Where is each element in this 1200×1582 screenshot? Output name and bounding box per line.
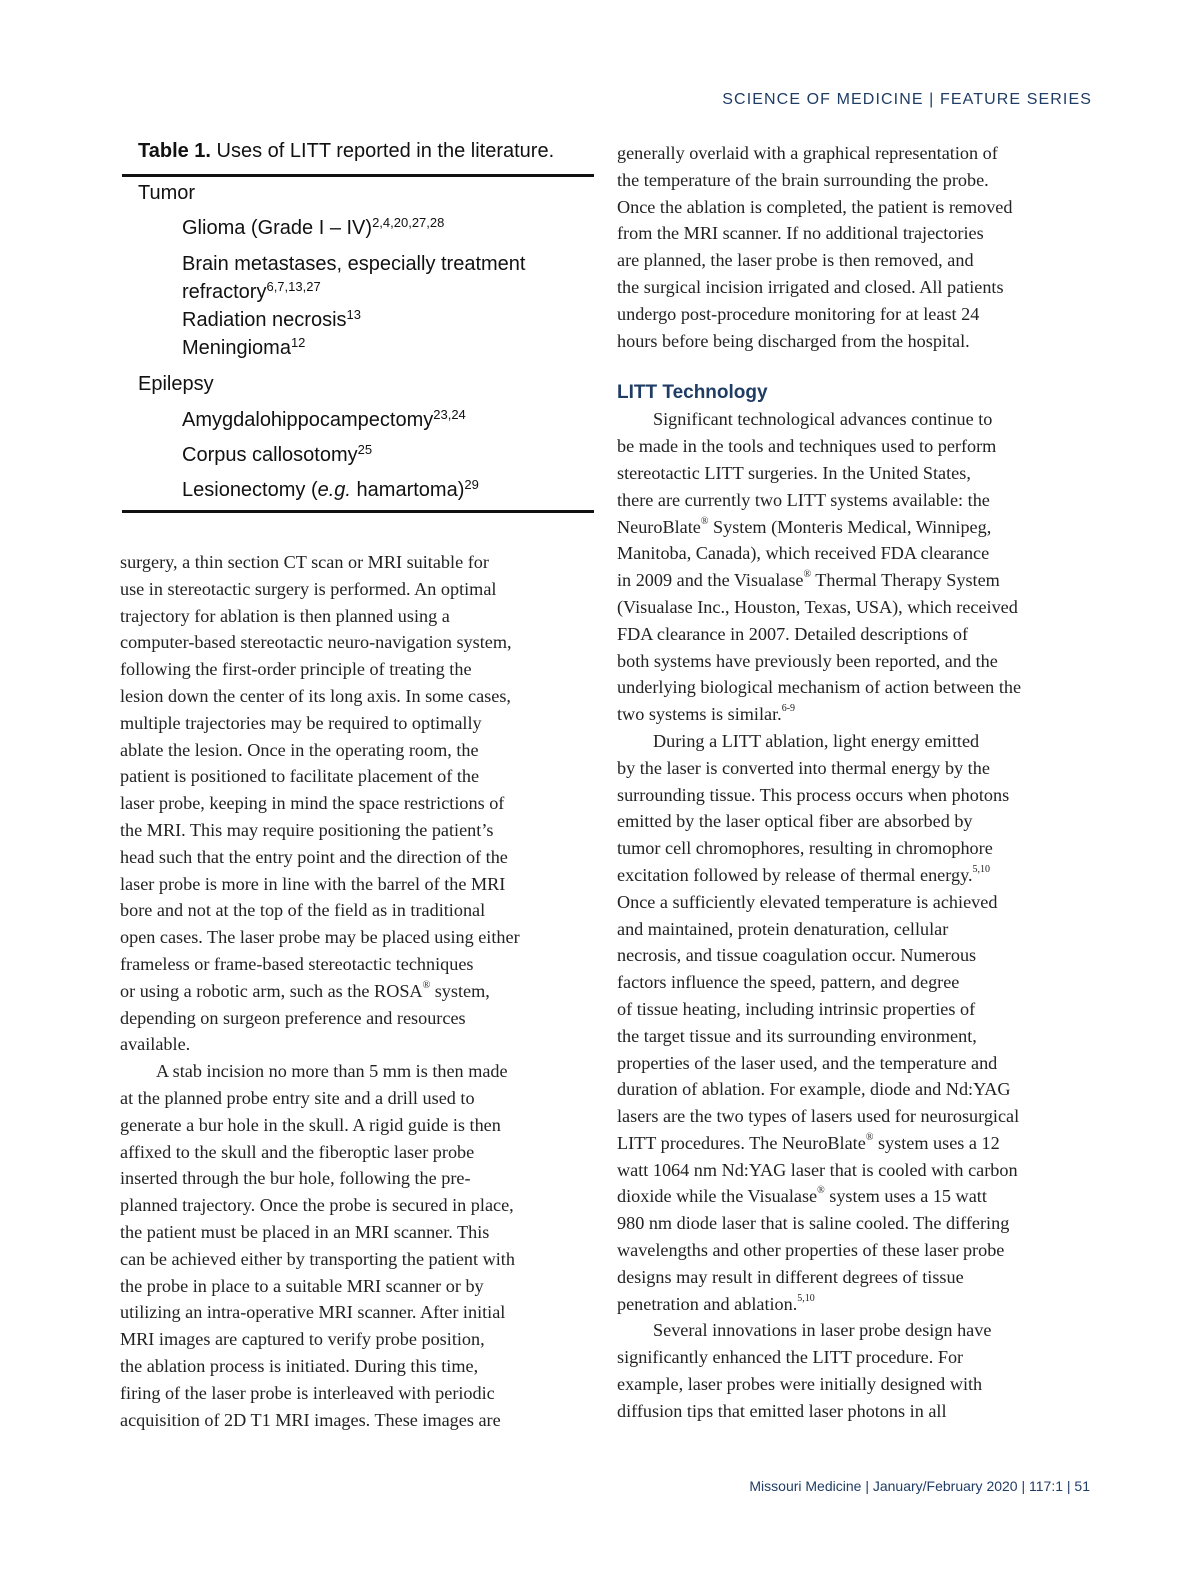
text-line: excitation followed by release of thermal energy.$^{5,10}$ (617, 863, 991, 885)
text-line: generally overlaid with a graphical representation of (617, 143, 998, 163)
text-line: patient is positioned to facilitate placement of the (120, 766, 480, 787)
text-line: firing of the laser probe is interleaved with periodic (120, 1382, 495, 1403)
citation-ref: 6-9 (781, 703, 796, 715)
text-line: bore and not at the top of the field as in traditional (120, 900, 486, 921)
text-line: and maintained, protein denaturation, cellular (617, 918, 949, 939)
text-line: the MRI. This may require positioning the patient’s (120, 819, 494, 840)
text-line: the ablation process is initiated. During this time, (120, 1355, 479, 1376)
text-line: undergo post-procedure monitoring for at least 24 (617, 303, 980, 324)
text-line: LITT procedures. The NeuroBlate® system uses a 12 (617, 1131, 1000, 1153)
registered-mark: ® (700, 515, 709, 527)
registered-mark: ® (817, 1185, 825, 1197)
text-line: example, laser probes were initially designed with (617, 1374, 983, 1395)
table-item: refractory$^{6,7,13,27}$ (182, 279, 321, 303)
running-header: SCIENCE OF MEDICINE | FEATURE SERIES (722, 91, 1092, 108)
text-line: can be achieved either by transporting the patient with (120, 1248, 515, 1269)
text-line: utilizing an intra-operative MRI scanner. After initial (120, 1302, 506, 1323)
text-line: frameless or frame-based stereotactic techniques (120, 953, 474, 974)
table-item: Lesionectomy (e.g. hamartoma)$^{29}$ (182, 477, 479, 501)
text-line: from the MRI scanner. If no additional trajectories (617, 223, 984, 244)
registered-mark: ® (803, 569, 812, 581)
text-line: surrounding tissue. This process occurs when photons (617, 784, 1010, 805)
text-line: FDA clearance in 2007. Detailed descriptions of (617, 623, 969, 644)
text-line: in 2009 and the Visualase® Thermal Therapy System (617, 569, 1000, 591)
text-line: of tissue heating, including intrinsic properties of (617, 998, 976, 1019)
text-line: acquisition of 2D T1 MRI images. These images are (120, 1409, 501, 1430)
table-item: Radiation necrosis$^{13}$ (182, 307, 361, 331)
text-line: head such that the entry point and the direction of the (120, 846, 508, 867)
citation-ref: 2,4,20,27,28 (372, 215, 445, 230)
citation-ref: 5,10 (797, 1292, 815, 1304)
table-item: Amygdalohippocampectomy$^{23,24}$ (182, 407, 466, 431)
table-item: Brain metastases, especially treatment (182, 253, 526, 275)
citation-ref: 13 (346, 307, 361, 322)
text-line: be made in the tools and techniques used to perform (617, 436, 997, 457)
table-label: Table 1. (138, 140, 211, 162)
table-category-tumor: Tumor (138, 182, 196, 204)
text-line: lesion down the center of its long axis. In some cases, (120, 685, 511, 706)
text-line: designs may result in different degrees of tissue (617, 1266, 964, 1287)
text-line: NeuroBlate® System (Monteris Medical, Winnipeg, (617, 515, 992, 537)
registered-mark: ® (422, 979, 431, 991)
text-line: Significant technological advances continue to (653, 409, 993, 430)
text-line: (Visualase Inc., Houston, Texas, USA), which received (617, 596, 1018, 617)
text-line: are planned, the laser probe is then removed, and (617, 250, 974, 271)
text-line: Several innovations in laser probe design have (653, 1320, 992, 1341)
text-line: inserted through the bur hole, following the pre- (120, 1168, 471, 1189)
text-line: use in stereotactic surgery is performed. An optimal (120, 578, 497, 599)
text-line: underlying biological mechanism of action between the (617, 677, 1022, 698)
table-bottom-rule (122, 510, 594, 513)
text-line: the probe in place to a suitable MRI scanner or by (120, 1275, 484, 1296)
text-line: laser probe, keeping in mind the space restrictions of (120, 793, 505, 814)
citation-ref: 23,24 (433, 407, 466, 422)
table-caption (138, 140, 554, 163)
text-line: diffusion tips that emitted laser photons in all (617, 1400, 947, 1421)
citation-ref: 25 (357, 442, 373, 457)
table-item: Meningioma$^{12}$ (182, 335, 306, 359)
text-line: the patient must be placed in an MRI scanner. This (120, 1221, 490, 1242)
text-line: duration of ablation. For example, diode and Nd:YAG (617, 1079, 1011, 1100)
text-line: multiple trajectories may be required to optimally (120, 712, 482, 733)
text-line: factors influence the speed, pattern, and degree (617, 972, 960, 993)
text-line: both systems have previously been reported, and the (617, 650, 998, 671)
citation-ref: 12 (290, 335, 306, 350)
text-line: computer-based stereotactic neuro-navigation system, (120, 632, 512, 653)
text-line: the target tissue and its surrounding environment, (617, 1025, 977, 1046)
citation-ref: 6,7,13,27 (266, 279, 321, 294)
text-line: planned trajectory. Once the probe is secured in place, (120, 1195, 514, 1216)
table-top-rule (122, 174, 594, 177)
text-line: the surgical incision irrigated and closed. All patients (617, 276, 1004, 297)
text-line: hours before being discharged from the hospital. (617, 330, 970, 351)
text-line: MRI images are captured to verify probe position, (120, 1329, 485, 1350)
left-column-text (120, 549, 590, 1433)
text-line: surgery, a thin section CT scan or MRI suitable for (120, 552, 489, 572)
text-line: A stab incision no more than 5 mm is then made (156, 1061, 508, 1082)
text-line: emitted by the laser optical fiber are absorbed by (617, 811, 973, 832)
table-item: Corpus callosotomy$^{25}$ (182, 442, 373, 466)
table-item: Glioma (Grade I – IV)$^{2,4,20,27,28}$ (182, 215, 445, 239)
text-line: Once the ablation is completed, the patient is removed (617, 196, 1013, 217)
text-line: penetration and ablation.$^{5,10}$ (617, 1292, 815, 1314)
text-line: depending on surgeon preference and resources (120, 1007, 466, 1028)
text-line: wavelengths and other properties of these laser probe (617, 1240, 1005, 1261)
table-category-epilepsy: Epilepsy (138, 373, 214, 395)
text-line: the temperature of the brain surrounding the probe. (617, 169, 989, 190)
text-line: at the planned probe entry site and a drill used to (120, 1087, 475, 1108)
text-line: lasers are the two types of lasers used for neurosurgical (617, 1106, 1020, 1127)
text-line: dioxide while the Visualase® system uses a 15 watt (617, 1185, 987, 1207)
text-line: Once a sufficiently elevated temperature is achieved (617, 891, 998, 912)
text-line: laser probe is more in line with the barrel of the MRI (120, 873, 506, 894)
section-heading-litt-technology: LITT Technology (617, 382, 768, 404)
text-line: there are currently two LITT systems available: the (617, 489, 990, 510)
text-line: affixed to the skull and the fiberoptic laser probe (120, 1141, 475, 1162)
page-footer: Missouri Medicine | January/February 2020 | 117:1 | 51 (749, 1478, 1090, 1494)
text-line: or using a robotic arm, such as the ROSA® system, (120, 979, 490, 1001)
text-line: necrosis, and tissue coagulation occur. Numerous (617, 945, 977, 966)
text-line: properties of the laser used, and the temperature and (617, 1052, 998, 1073)
text-line: generate a bur hole in the skull. A rigid guide is then (120, 1114, 501, 1135)
text-line: available. (120, 1034, 191, 1055)
text-line: During a LITT ablation, light energy emitted (653, 730, 980, 751)
citation-ref: 29 (464, 477, 479, 492)
text-line: watt 1064 nm Nd:YAG laser that is cooled with carbon (617, 1159, 1018, 1180)
text-line: tumor cell chromophores, resulting in chromophore (617, 838, 993, 859)
text-line: trajectory for ablation is then planned using a (120, 605, 450, 626)
text-line: 980 nm diode laser that is saline cooled. The differing (617, 1213, 1010, 1234)
text-line: open cases. The laser probe may be placed using either (120, 927, 520, 948)
registered-mark: ® (865, 1131, 874, 1143)
text-line: by the laser is converted into thermal energy by the (617, 757, 990, 778)
text-line: significantly enhanced the LITT procedure. For (617, 1347, 964, 1368)
text-line: two systems is similar.$^{6-9}$ (617, 703, 796, 725)
right-column-text (617, 140, 1087, 1425)
text-line: ablate the lesion. Once in the operating room, the (120, 739, 479, 760)
text-line: stereotactic LITT surgeries. In the United States, (617, 462, 971, 483)
table-caption-text: Uses of LITT reported in the literature. (211, 140, 555, 162)
citation-ref: 5,10 (972, 863, 991, 875)
text-line: following the first-order principle of treating the (120, 659, 472, 680)
text-line: Manitoba, Canada), which received FDA clearance (617, 543, 990, 564)
